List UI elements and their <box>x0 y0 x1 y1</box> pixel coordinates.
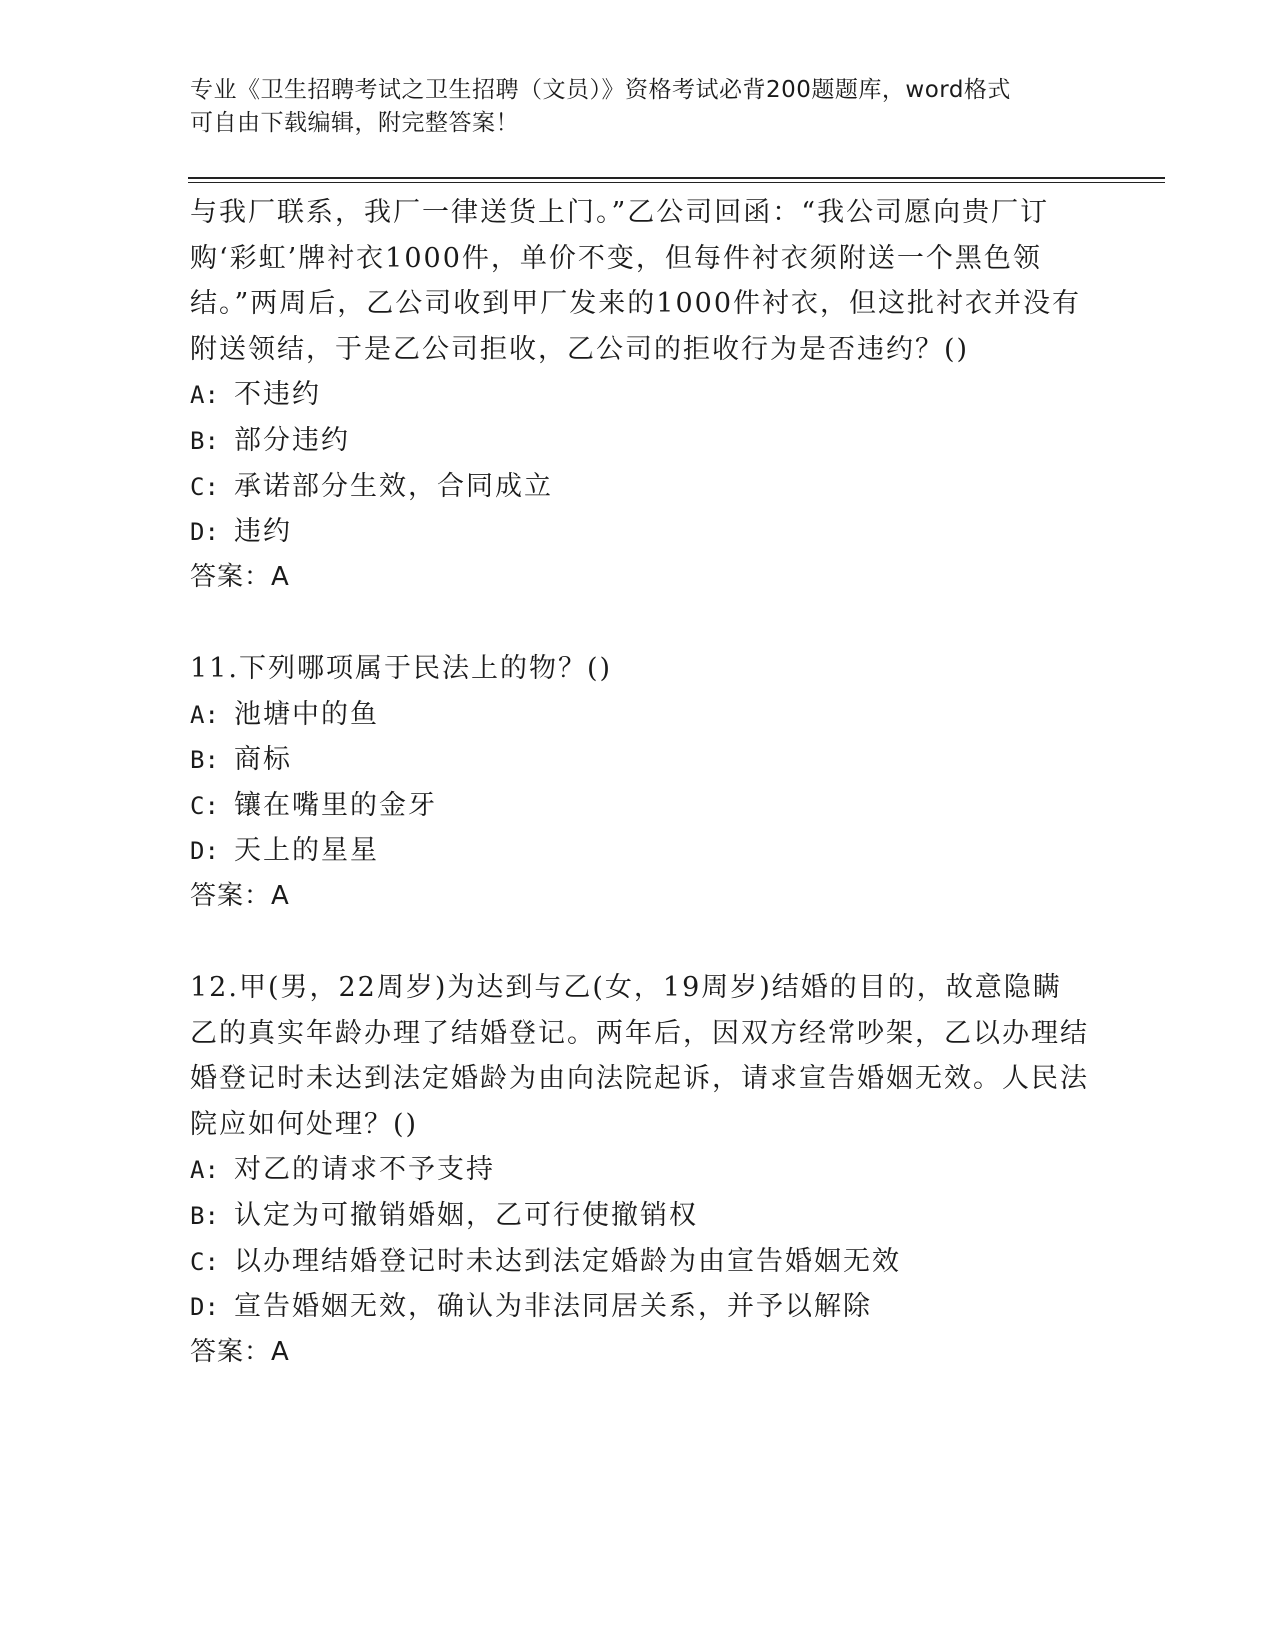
spacer <box>190 600 1090 646</box>
question-10-answer: 答案：A <box>190 561 290 592</box>
option-text: 认定为可撤销婚姻，乙可行使撤销权 <box>234 1200 698 1232</box>
question-12-text: 12.甲(男，22周岁)为达到与乙(女，19周岁)结婚的目的，故意隐瞒乙的真实年龄办理了结婚登记。两年后，因双方经常吵架，乙以办理结婚登记时未达到法定婚龄为由向法院起诉，请求宣告婚姻无效。人民法院应如何处理？() <box>190 972 1089 1140</box>
option-text: 部分违约 <box>234 424 350 456</box>
document-header <box>190 74 1090 140</box>
option-text: 对乙的请求不予支持 <box>234 1154 495 1186</box>
question-11-option-d <box>190 828 1090 874</box>
option-key: B: <box>190 426 219 455</box>
question-11-answer: 答案：A <box>190 880 290 911</box>
option-text: 宣告婚姻无效，确认为非法同居关系，并予以解除 <box>234 1291 872 1323</box>
option-text: 违约 <box>234 516 292 548</box>
option-text: 天上的星星 <box>234 835 379 867</box>
question-12 <box>190 965 1090 1375</box>
option-text: 不违约 <box>234 379 321 411</box>
question-12-option-a <box>190 1147 1090 1193</box>
question-11-option-b <box>190 737 1090 783</box>
option-key: B: <box>190 1202 219 1231</box>
question-list <box>190 190 1090 1375</box>
question-12-option-c <box>190 1239 1090 1285</box>
option-key: C: <box>190 1247 219 1276</box>
header-title-line-1: 专业《卫生招聘考试之卫生招聘（文员）》资格考试必背200题题库，word格式 <box>190 77 1011 103</box>
option-key: C: <box>190 472 219 501</box>
question-10-option-a <box>190 372 1090 418</box>
option-key: A: <box>190 381 219 410</box>
option-text: 池塘中的鱼 <box>234 698 379 730</box>
question-10-option-b <box>190 418 1090 464</box>
header-title-line-2: 可自由下载编辑，附完整答案！ <box>190 110 519 136</box>
question-11 <box>190 646 1090 920</box>
option-key: D: <box>190 518 219 547</box>
option-key: C: <box>190 791 219 820</box>
question-10 <box>190 190 1090 600</box>
question-11-option-a <box>190 692 1090 738</box>
question-12-answer: 答案：A <box>190 1336 290 1367</box>
question-10-text: 与我厂联系，我厂一律送货上门。”乙公司回函：“我公司愿向贵厂订购‘彩虹’牌衬衣1000件，单价不变，但每件衬衣须附送一个黑色领结。”两周后，乙公司收到甲厂发来的1000件衬衣，但这批衬衣并没有附送领结，于是乙公司拒收，乙公司的拒收行为是否违约？() <box>190 197 1082 365</box>
header-divider <box>188 177 1165 183</box>
option-text: 镶在嘴里的金牙 <box>234 789 437 821</box>
question-10-option-d <box>190 509 1090 555</box>
spacer <box>190 920 1090 966</box>
option-key: D: <box>190 1293 219 1322</box>
question-11-option-c <box>190 783 1090 829</box>
option-key: A: <box>190 700 219 729</box>
question-11-text: 11.下列哪项属于民法上的物？() <box>190 652 613 684</box>
question-10-option-c <box>190 464 1090 510</box>
option-key: A: <box>190 1156 219 1185</box>
option-key: D: <box>190 837 219 866</box>
option-text: 商标 <box>234 744 292 776</box>
question-12-option-d <box>190 1284 1090 1330</box>
option-key: B: <box>190 746 219 775</box>
option-text: 承诺部分生效，合同成立 <box>234 470 553 502</box>
question-12-option-b <box>190 1193 1090 1239</box>
option-text: 以办理结婚登记时未达到法定婚龄为由宣告婚姻无效 <box>234 1245 901 1277</box>
